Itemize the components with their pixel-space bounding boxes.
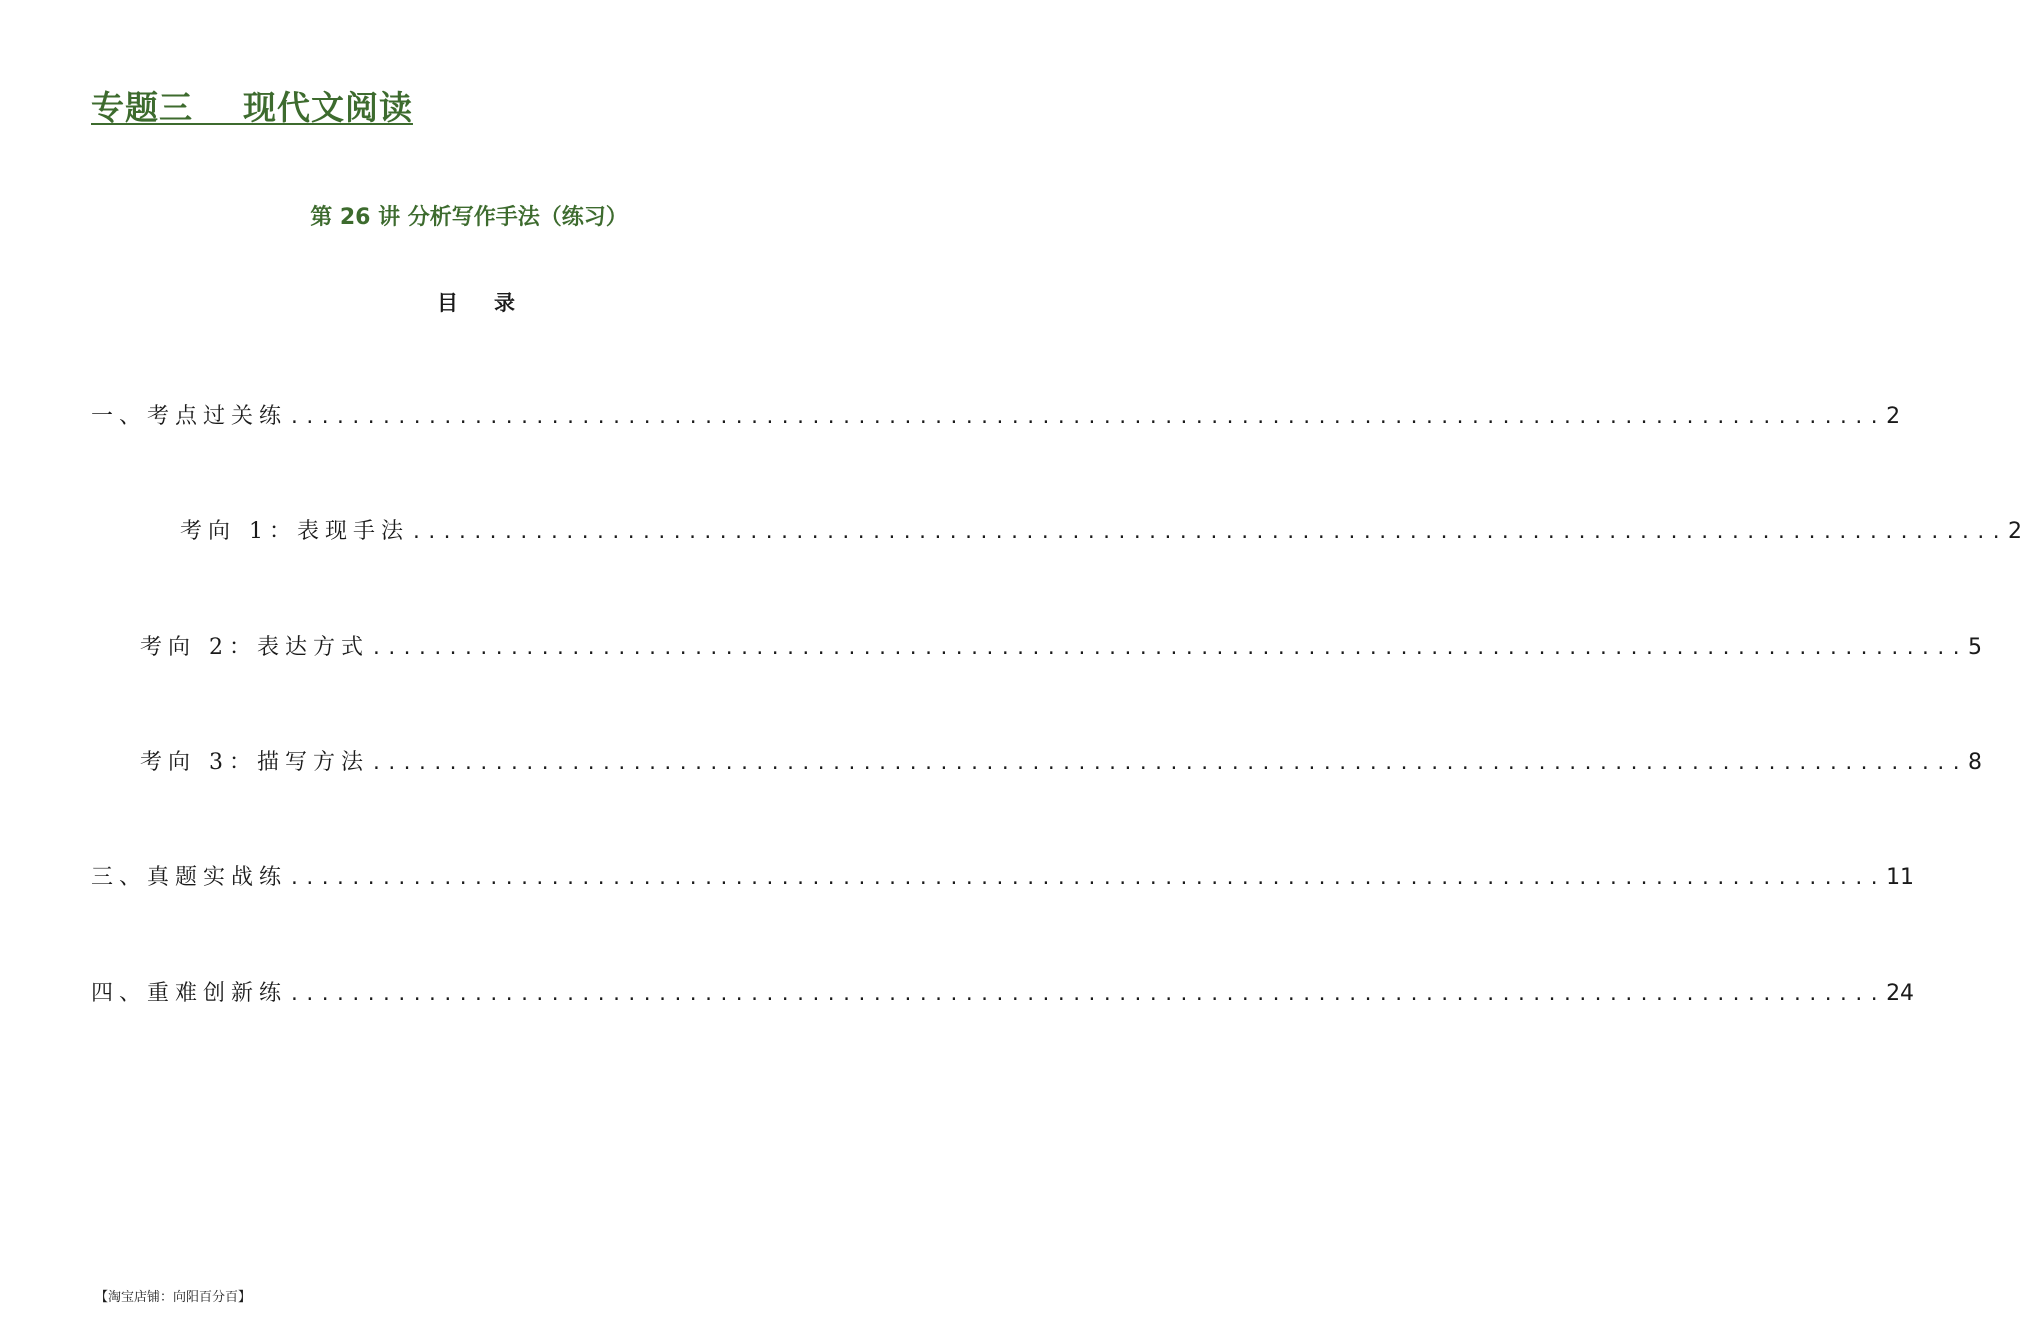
- toc-leader-dots: ........................................................................................................: [371, 753, 1967, 774]
- toc-leader-dots: ........................................................................................................: [371, 638, 1967, 659]
- toc-entry-label: 考向 3：描写方法: [140, 750, 369, 775]
- toc-leader-dots: ........................................................................................................: [289, 868, 1885, 889]
- toc-entry-page: 5: [1968, 635, 1983, 660]
- lecture-title: 第 26 讲 分析写作手法（练习）: [310, 205, 628, 230]
- toc-heading: 目录: [437, 291, 551, 315]
- topic-title: 专题三 现代文阅读: [91, 88, 413, 127]
- toc-entry-innovation-practice[interactable]: [91, 976, 1915, 1012]
- toc-entry-page: 8: [1968, 750, 1983, 775]
- toc-leader-dots: ........................................................................................................: [289, 984, 1885, 1005]
- toc-entry-label: 四、重难创新练: [91, 981, 288, 1006]
- toc-entry-direction-2[interactable]: [140, 630, 1983, 666]
- toc-entry-label: 考向 2：表达方式: [140, 635, 369, 660]
- toc-entry-page: 24: [1886, 981, 1915, 1006]
- toc-entry-direction-1[interactable]: [180, 514, 2022, 550]
- toc-entry-page: 2: [2008, 519, 2022, 544]
- footer-shop-note: 【淘宝店铺：向阳百分百】: [95, 1290, 252, 1305]
- toc-entry-label: 一、考点过关练: [91, 404, 288, 429]
- toc-entry-real-exam-practice[interactable]: [91, 860, 1915, 896]
- toc-entry-label: 考向 1：表现手法: [180, 519, 409, 544]
- toc-entry-page: 2: [1886, 404, 1901, 429]
- toc-entry-page: 11: [1886, 865, 1915, 890]
- toc-leader-dots: ........................................................................................................: [289, 407, 1885, 428]
- toc-entry-exam-point-practice[interactable]: [91, 399, 1901, 435]
- toc-entry-direction-3[interactable]: [140, 745, 1983, 781]
- toc-leader-dots: ........................................................................................................: [411, 522, 2007, 543]
- toc-entry-label: 三、真题实战练: [91, 865, 288, 890]
